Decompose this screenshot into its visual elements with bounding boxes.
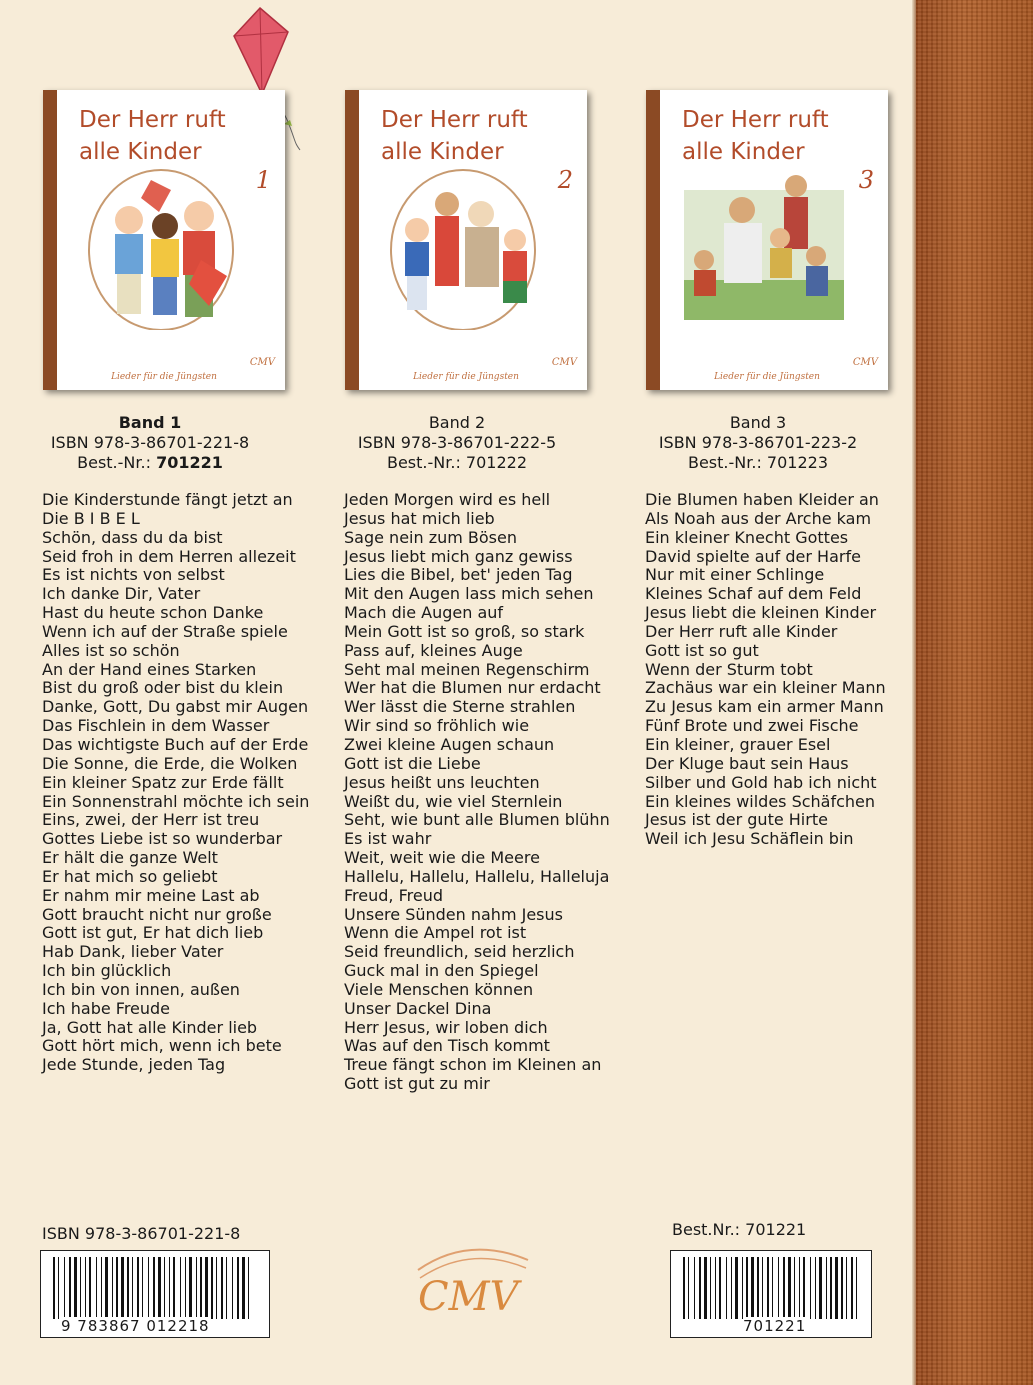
barcode-bar (180, 1257, 181, 1319)
song-title: Fünf Brote und zwei Fische (645, 716, 859, 736)
barcode-bar (69, 1257, 71, 1319)
barcode-bar (731, 1257, 732, 1319)
song-title: Herr Jesus, wir loben dich (344, 1017, 548, 1037)
song-title: Gott ist so gut (645, 640, 759, 660)
song-title: Gott braucht nicht nur große (42, 904, 272, 924)
cover-title: Der Herr ruft alle Kinder (381, 107, 528, 165)
song-title: Die Sonne, die Erde, die Wolken (42, 753, 298, 773)
band-label: Band 1 (118, 413, 182, 432)
barcode-bar (735, 1257, 738, 1319)
song-title: Ein kleiner, grauer Esel (645, 734, 831, 754)
barcode-bar (742, 1257, 743, 1319)
best-nr-prefix: Best.-Nr.: (386, 453, 461, 472)
publisher-logo (398, 1240, 538, 1330)
cover-illustration-jesus (684, 160, 844, 330)
cover-subtitle: Lieder für die Jüngsten (111, 372, 217, 382)
book-info-2 (312, 413, 602, 473)
barcode-bar (683, 1257, 685, 1319)
barcode-bar (846, 1257, 847, 1319)
song-title: Mit den Augen lass mich sehen (344, 584, 594, 604)
song-title: Ein kleines wildes Schäfchen (645, 791, 876, 811)
song-title: Kleines Schaf auf dem Feld (645, 584, 862, 604)
song-title: Seht mal meinen Regenschirm (344, 659, 590, 679)
best-nr-prefix: Best.-Nr.: (77, 453, 151, 472)
barcode-bar (148, 1257, 149, 1319)
song-title: Ich danke Dir, Vater (42, 584, 201, 604)
barcode-bar (803, 1257, 805, 1319)
book-cover-3[interactable] (646, 90, 888, 390)
cover-subtitle: Lieder für die Jüngsten (413, 372, 519, 382)
best-nr-value: 701223 (766, 453, 828, 472)
cover-subtitle: Lieder für die Jüngsten (714, 372, 820, 382)
barcode-bar (788, 1257, 791, 1319)
song-title: Seht, wie bunt alle Blumen blühn (344, 810, 610, 830)
barcode-bars (49, 1257, 259, 1319)
barcode-bar (205, 1257, 208, 1319)
barcode-bar (121, 1257, 124, 1319)
song-title: Er nahm mir meine Last ab (42, 885, 260, 905)
barcode-bar (856, 1257, 857, 1319)
song-title: Die Blumen haben Kleider an (645, 490, 879, 509)
barcode-digits: 701221 (743, 1317, 807, 1335)
barcode-bar (815, 1257, 816, 1319)
barcode-bar (169, 1257, 170, 1319)
ean-barcode (40, 1250, 270, 1338)
song-title: Er hält die ganze Welt (42, 848, 218, 868)
book-cover-2[interactable] (345, 90, 587, 390)
barcode-bars (679, 1257, 863, 1319)
barcode-bar (726, 1257, 727, 1319)
song-title: Gott ist gut, Er hat dich lieb (42, 923, 264, 943)
song-title: Der Herr ruft alle Kinder (645, 621, 838, 641)
song-title: Seid froh in dem Herren allezeit (42, 546, 296, 566)
song-title: Danke, Gott, Du gabst mir Augen (42, 697, 309, 717)
barcode-bar (710, 1257, 711, 1319)
barcode-bar (85, 1257, 86, 1319)
song-title: Treue fängt schon im Kleinen an (344, 1055, 602, 1075)
song-title: Weil ich Jesu Schäflein bin (645, 829, 854, 849)
band-label: Band 2 (428, 413, 486, 432)
barcode-bar (778, 1257, 779, 1319)
band-label: Band 3 (729, 413, 787, 432)
cover-title: Der Herr ruft alle Kinder (682, 107, 829, 165)
barcode-bar (232, 1257, 233, 1319)
song-title: Wer lässt die Sterne strahlen (344, 697, 576, 717)
song-title: Bist du groß oder bist du klein (42, 678, 284, 698)
cover-number: 3 (858, 166, 874, 194)
barcode-bar (137, 1257, 139, 1319)
barcode-bar (196, 1257, 197, 1319)
song-list-2 (344, 491, 610, 1094)
song-title: Unser Dackel Dina (344, 998, 492, 1018)
song-title: Es ist nichts von selbst (42, 565, 225, 585)
song-title: Gott ist die Liebe (344, 753, 481, 773)
footer-isbn: ISBN 978-3-86701-221-8 (42, 1224, 241, 1243)
barcode-bar (64, 1257, 65, 1319)
song-title: Er hat mich so geliebt (42, 866, 218, 886)
barcode-bar (767, 1257, 769, 1319)
barcode-bar (746, 1257, 748, 1319)
barcode-bar (211, 1257, 213, 1319)
barcode-bar (772, 1257, 773, 1319)
barcode-bar (688, 1257, 689, 1319)
song-title: Der Kluge baut sein Haus (645, 753, 849, 773)
barcode-bar (58, 1257, 59, 1319)
song-title: Guck mal in den Spiegel (344, 961, 539, 981)
cover-title: Der Herr ruft alle Kinder (79, 107, 226, 165)
barcode-bar (164, 1257, 165, 1319)
song-title: Alles ist so schön (42, 640, 180, 660)
cover-logo: CMV (249, 357, 275, 368)
song-title: Nur mit einer Schlinge (645, 565, 825, 585)
barcode-bar (101, 1257, 102, 1319)
best-nr-value: 701221 (156, 453, 223, 472)
barcode-bar (116, 1257, 118, 1319)
song-title: Mein Gott ist so groß, so stark (344, 621, 585, 641)
song-title: Die B I B E L (42, 508, 140, 528)
publisher-logo-text: CMV (418, 1274, 519, 1320)
barcode-bar (226, 1257, 227, 1319)
song-title: Hab Dank, lieber Vater (42, 942, 224, 962)
barcode-bar (841, 1257, 843, 1319)
song-title: An der Hand eines Starken (42, 659, 257, 679)
barcode-bar (53, 1257, 55, 1319)
cover-illustration-children (383, 160, 543, 330)
song-title: Ich bin von innen, außen (42, 979, 240, 999)
song-title: Weißt du, wie viel Sternlein (344, 791, 563, 811)
song-title: Wenn ich auf der Straße spiele (42, 621, 288, 641)
barcode-bar (237, 1257, 239, 1319)
isbn-label: ISBN 978-3-86701-223-2 (658, 433, 858, 452)
song-title: Gott ist gut zu mir (344, 1074, 490, 1094)
barcode-bar (242, 1257, 245, 1319)
book-info-3 (613, 413, 903, 473)
song-title: Lies die Bibel, bet' jeden Tag (344, 565, 573, 585)
barcode-bar (112, 1257, 113, 1319)
song-title: Wenn die Ampel rot ist (344, 923, 527, 943)
song-title: Zu Jesus kam ein armer Mann (645, 697, 884, 717)
barcode-bar (757, 1257, 759, 1319)
barcode-bar (96, 1257, 97, 1319)
song-title: Ein kleiner Knecht Gottes (645, 527, 849, 547)
best-nr-line (312, 453, 602, 473)
cover-logo: CMV (551, 357, 577, 368)
song-title: Zachäus war ein kleiner Mann (645, 678, 886, 698)
barcode-bar (248, 1257, 249, 1319)
song-title: Das Fischlein in dem Wasser (42, 716, 270, 736)
barcode-bar (105, 1257, 108, 1319)
cover-number: 2 (557, 166, 573, 194)
barcode-bar (694, 1257, 695, 1319)
song-title: Unsere Sünden nahm Jesus (344, 904, 563, 924)
barcode-digits: 9 783867 012218 (61, 1317, 210, 1335)
song-title: Jede Stunde, jeden Tag (42, 1055, 226, 1075)
barcode-bar (221, 1257, 223, 1319)
song-title: Ein Sonnenstrahl möchte ich sein (42, 791, 310, 811)
song-title: Jesus liebt mich ganz gewiss (344, 546, 573, 566)
barcode-bar (826, 1257, 827, 1319)
barcode-bar (153, 1257, 155, 1319)
barcode-bar (751, 1257, 754, 1319)
barcode-bar (810, 1257, 811, 1319)
song-title: Schön, dass du da bist (42, 527, 223, 547)
best-nr-value: 701222 (465, 453, 527, 472)
barcode-bar (835, 1257, 838, 1319)
song-list-3 (645, 491, 886, 849)
song-title: Wer hat die Blumen nur erdacht (344, 678, 601, 698)
song-title: Es ist wahr (344, 829, 432, 849)
song-title: Als Noah aus der Arche kam (645, 508, 872, 528)
song-title: Das wichtigste Buch auf der Erde (42, 734, 309, 754)
book-spine (916, 0, 1033, 1385)
isbn-label: ISBN 978-3-86701-221-8 (50, 433, 250, 452)
song-title: Zwei kleine Augen schaun (344, 734, 555, 754)
barcode-bar (830, 1257, 832, 1319)
barcode-bar (132, 1257, 133, 1319)
song-title: Seid freundlich, seid herzlich (344, 942, 575, 962)
best-nr-line (613, 453, 903, 473)
song-title: Gottes Liebe ist so wunderbar (42, 829, 283, 849)
song-title: Was auf den Tisch kommt (344, 1036, 550, 1056)
barcode-bar (89, 1257, 91, 1319)
cover-number: 1 (255, 166, 271, 194)
barcode-bar (158, 1257, 161, 1319)
song-title: Jesus liebt die kleinen Kinder (645, 603, 877, 623)
song-title: Jesus ist der gute Hirte (645, 810, 828, 830)
barcode-bar (127, 1257, 129, 1319)
song-title: David spielte auf der Harfe (645, 546, 861, 566)
song-title: Hallelu, Hallelu, Hallelu, Halleluja (344, 866, 610, 886)
cover-illustration-children (81, 160, 241, 330)
barcode-bar (819, 1257, 822, 1319)
song-list-1 (42, 491, 309, 1075)
barcode-bar (704, 1257, 707, 1319)
barcode-bar (699, 1257, 701, 1319)
order-barcode (670, 1250, 872, 1338)
cover-logo: CMV (852, 357, 878, 368)
song-title: Gott hört mich, wenn ich bete (42, 1036, 282, 1056)
barcode-bar (200, 1257, 202, 1319)
barcode-bar (142, 1257, 143, 1319)
book-cover-1[interactable] (43, 90, 285, 390)
song-title: Wenn der Sturm tobt (645, 659, 813, 679)
song-title: Sage nein zum Bösen (344, 527, 517, 547)
barcode-bar (851, 1257, 853, 1319)
barcode-bar (794, 1257, 795, 1319)
barcode-bar (719, 1257, 721, 1319)
footer-best-nr: Best.Nr.: 701221 (672, 1220, 807, 1239)
song-title: Freud, Freud (344, 885, 443, 905)
best-nr-prefix: Best.-Nr.: (687, 453, 762, 472)
barcode-bar (189, 1257, 192, 1319)
song-title: Wir sind so fröhlich wie (344, 716, 530, 736)
barcode-bar (762, 1257, 763, 1319)
best-nr-line (5, 453, 295, 473)
book-info-1 (5, 413, 295, 473)
song-title: Viele Menschen können (344, 979, 534, 999)
barcode-bar (216, 1257, 217, 1319)
song-title: Pass auf, kleines Auge (344, 640, 523, 660)
barcode-bar (74, 1257, 77, 1319)
barcode-bar (799, 1257, 800, 1319)
song-title: Jeden Morgen wird es hell (344, 490, 551, 509)
song-title: Eins, zwei, der Herr ist treu (42, 810, 260, 830)
barcode-bar (783, 1257, 785, 1319)
isbn-label: ISBN 978-3-86701-222-5 (357, 433, 557, 452)
song-title: Ich bin glücklich (42, 961, 172, 981)
song-title: Weit, weit wie die Meere (344, 848, 540, 868)
barcode-bar (185, 1257, 186, 1319)
song-title: Ein kleiner Spatz zur Erde fällt (42, 772, 284, 792)
song-title: Mach die Augen auf (344, 603, 504, 623)
song-title: Ich habe Freude (42, 998, 171, 1018)
song-title: Ja, Gott hat alle Kinder lieb (42, 1017, 258, 1037)
barcode-bar (715, 1257, 716, 1319)
song-title: Jesus heißt uns leuchten (344, 772, 540, 792)
song-title: Die Kinderstunde fängt jetzt an (42, 490, 293, 509)
barcode-bar (173, 1257, 175, 1319)
song-title: Jesus hat mich lieb (344, 508, 495, 528)
barcode-bar (80, 1257, 81, 1319)
song-title: Hast du heute schon Danke (42, 603, 264, 623)
song-title: Silber und Gold hab ich nicht (645, 772, 877, 792)
